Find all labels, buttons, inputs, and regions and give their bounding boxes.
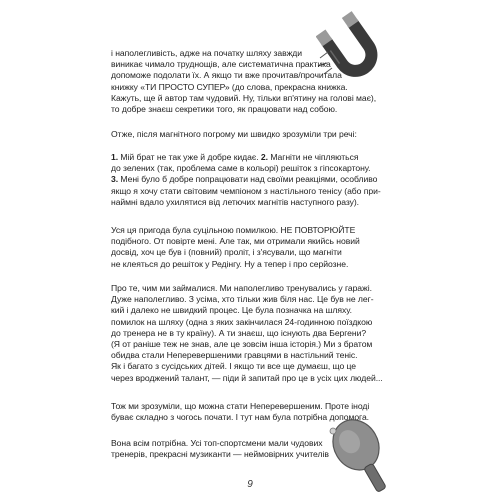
text-line: Тож ми зрозуміли, що можна стати Неперевершеним. Проте іноді <box>111 401 370 411</box>
text-line: і наполегливість, адже на початку шляху завжди <box>111 48 302 58</box>
text-line: допоможе подолати їх. А якщо ти вже прочитав/прочитала <box>111 70 342 81</box>
text-line: Кажуть, ще й автор там чудовий. Ну, тільки вп'ятину на голові має), <box>111 92 377 103</box>
list-text: Мені було б добре попрацювати над своїми реакціями, особливо <box>118 174 378 185</box>
text-line: не клеяться до решіток у Редінгу. Ну а тепер і про серйозне. <box>111 258 349 269</box>
paragraph-help <box>111 401 370 423</box>
text-line: Отже, після магнітного погрому ми швидко зрозуміли три речі: <box>111 129 357 139</box>
text-line: то добре знаєш секретики того, як працювати над собою. <box>111 104 338 115</box>
page-number: 9 <box>247 479 253 490</box>
text-line: виникає чимало труднощів, але систематична практика <box>111 59 331 70</box>
text-line: (Я от раніше теж не знав, але це зовсім інша історія.) Ми з братом <box>111 339 373 350</box>
paragraph-training <box>111 283 383 384</box>
list-line <box>111 152 359 163</box>
text-line: Про те, чим ми займалися. Ми наполегливо тренувались у гаражі. <box>111 283 372 293</box>
list-line <box>111 185 381 197</box>
text-line: книжку «ТИ ПРОСТО СУПЕР» (до слова, прекрасна книжка. <box>111 81 348 92</box>
text-line: до тренера не в ту країну). А ти знаєш, що існують два Бергени? <box>111 327 367 338</box>
text-line: подібного. От повірте мені. Але так, ми отримали якийсь новий <box>111 236 360 247</box>
list-number: 2. <box>260 152 268 162</box>
paragraph-mistake <box>111 225 360 270</box>
text-line: Вона всім потрібна. Усі топ-спортсмени мали чудових <box>111 438 323 448</box>
list-line <box>111 196 360 208</box>
text-line: досвід, хоч це був і (повний) проліт, і з'ясували, що магніти <box>111 247 342 258</box>
paragraph-intro <box>111 48 377 115</box>
text-line: через вроджений талант, — піди й запитай про це в усіх цих людей... <box>111 372 383 383</box>
list-line <box>111 163 371 174</box>
text-line: Дуже наполегливо. З усіма, хто тільки жив біля нас. Це був не лег- <box>111 294 374 305</box>
list-number: 3. <box>111 174 119 185</box>
list-text: Магніти не чіпляються <box>267 152 359 162</box>
text-line: кий і далеко не швидкий процес. Це була позначка на шляху. <box>111 305 352 316</box>
paragraph-coaches <box>111 438 351 460</box>
text-line: тренерів, прекрасні музиканти — неймовірних учителів <box>111 449 329 460</box>
text-line: помилок на шляху (одна з яких закінчилася 24-годинною поїздкою <box>111 316 373 327</box>
numbered-list <box>111 152 381 208</box>
list-text: якщо я хочу стати світовим чемпіоном з настільного тенісу (або при- <box>111 185 381 196</box>
list-text: наймні вдало ухилятися від летючих магнітів наступного разу). <box>111 196 360 207</box>
list-text: до зелених (так, проблема саме в кольорі) решіток з гіпсокартону. <box>111 163 371 174</box>
list-number: 1. <box>111 152 119 162</box>
text-line: Як і багато з сусідських дітей. І якщо ти все ще думаєш, що це <box>111 361 357 372</box>
text-line: Уся ця пригода була суцільною помилкою. НЕ ПОВТОРЮЙТЕ <box>111 225 356 235</box>
list-text: Мій брат не так уже й добре кидає. <box>118 152 261 162</box>
text-line: обидва стали Неперевершеними гравцями в настільний теніс. <box>111 350 358 361</box>
list-line <box>111 174 378 185</box>
text-line: буває складно з чогось почати. І тут нам була потрібна допомога. <box>111 412 370 423</box>
paragraph-three-things <box>111 129 357 140</box>
